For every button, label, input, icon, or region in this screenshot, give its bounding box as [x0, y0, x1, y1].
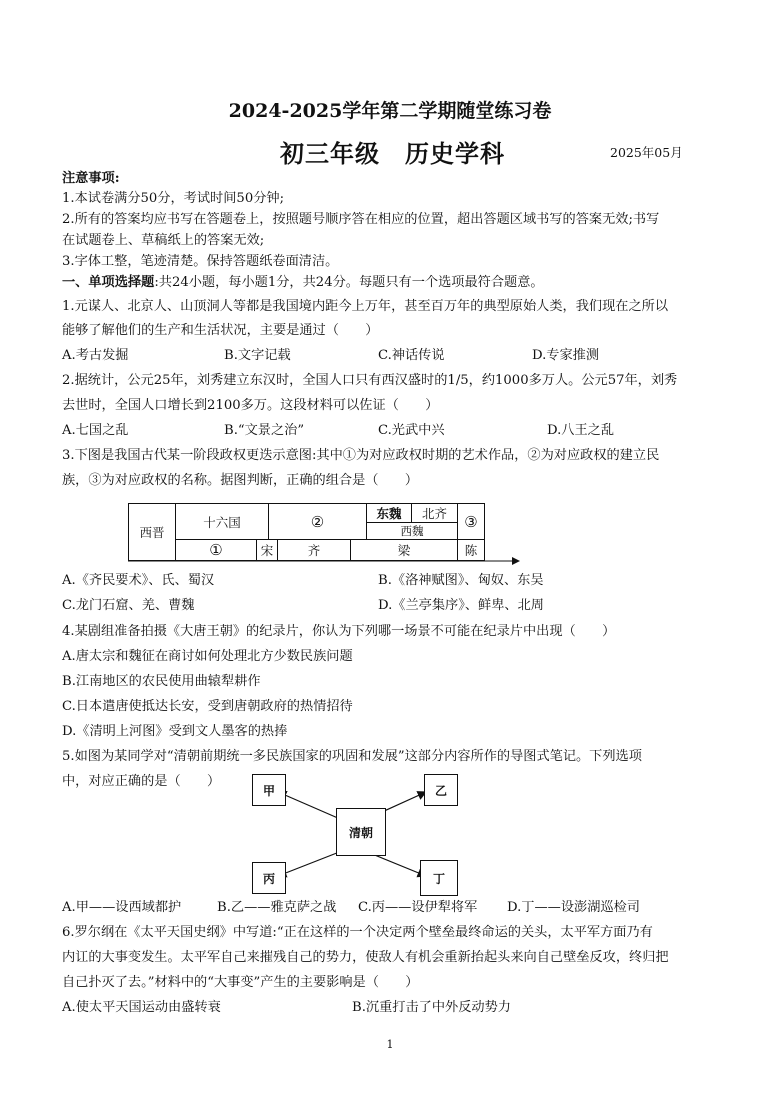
option: C.神话传说: [378, 348, 445, 363]
question-text: 1.元谋人、北京人、山顶洞人等都是我国境内距今上万年，甚至百万年的典型原始人类，我们现在之所以: [62, 299, 669, 314]
question-text: 3.下图是我国古代某一阶段政权更迭示意图:其中①为对应政权时期的艺术作品，②为对应政权的建立民: [62, 448, 660, 463]
qing-mind-map: [240, 770, 470, 900]
section-heading: [62, 274, 544, 292]
option: A.七国之乱: [62, 423, 129, 438]
exam-date: 2025年05月: [610, 145, 683, 160]
option: C.日本遣唐使抵达长安，受到唐朝政府的热情招待: [62, 699, 353, 714]
question-text: 族，③为对应政权的名称。据图判断，正确的组合是（ ）: [62, 473, 419, 488]
option: B.《洛神赋图》、匈奴、东吴: [378, 573, 544, 588]
timeline-dongwei: 东魏: [366, 503, 412, 523]
question-text: 4.某剧组准备拍摄《大唐王朝》的纪录片，你认为下列哪一场景不可能在纪录片中出现（ ）: [62, 624, 616, 639]
option: A.考古发掘: [62, 348, 129, 363]
timeline-chen: 陈: [457, 539, 485, 561]
mind-map-bing: 丙: [252, 862, 286, 894]
question-text: 自己扑灭了去。”材料中的“大事变”产生的主要影响是（ ）: [62, 975, 419, 990]
section-label: 一、单项选择题: [62, 275, 155, 290]
timeline-xijin: 西晋: [128, 503, 176, 561]
option: D.《清明上河图》受到文人墨客的热捧: [62, 724, 288, 739]
timeline-mark-3: ③: [457, 503, 485, 540]
question-text: 2.据统计，公元25年，刘秀建立东汉时，全国人口只有西汉盛时的1/5，约1000多万人。公元57年，刘秀: [62, 373, 678, 388]
page-number: 1: [386, 1038, 394, 1051]
option: B.“文景之治”: [224, 423, 305, 438]
timeline-mark-2: ②: [268, 503, 367, 540]
exam-title: 2024-2025学年第二学期随堂练习卷: [228, 100, 552, 122]
timeline-liang: 梁: [350, 539, 458, 561]
option: B.江南地区的农民使用曲辕犁耕作: [62, 674, 261, 689]
timeline-mark-1: ①: [175, 539, 257, 561]
section-desc: :共24小题，每小题1分，共24分。每题只有一个选项最符合题意。: [154, 275, 544, 290]
notes-heading: 注意事项:: [62, 171, 120, 186]
question-text: 内讧的大事变发生。太平军自己来摧残自己的势力，使敌人有机会重新抬起头来向自己壁垒反攻，终归把: [62, 950, 669, 965]
option: B.文字记载: [224, 348, 291, 363]
option: A.唐太宗和魏征在商讨如何处理北方少数民族问题: [62, 649, 353, 664]
mind-map-jia: 甲: [252, 774, 286, 806]
question-text: 中，对应正确的是（ ）: [62, 774, 221, 789]
timeline-shiliuguo: 十六国: [175, 503, 269, 540]
mind-map-ding: 丁: [420, 860, 458, 896]
note-line: 3.字体工整，笔迹清楚。保持答题纸卷面清洁。: [62, 254, 339, 269]
note-line: 1.本试卷满分50分，考试时间50分钟;: [62, 191, 285, 206]
timeline-song: 宋: [256, 539, 278, 561]
question-text: 6.罗尔纲在《太平天国史纲》中写道:“正在这样的一个决定两个壁垒最终命运的关头，太平军方面乃有: [62, 925, 653, 940]
regime-timeline-diagram: [128, 503, 520, 565]
option: D.《兰亭集序》、鲜卑、北周: [378, 598, 544, 613]
question-text: 能够了解他们的生产和生活状况，主要是通过（ ）: [62, 323, 379, 338]
mind-map-center: 清朝: [336, 808, 386, 856]
question-text: 5.如图为某同学对“清朝前期统一多民族国家的巩固和发展”这部分内容所作的导图式笔记。下列选项: [62, 749, 642, 764]
option: C.龙门石窟、羌、曹魏: [62, 598, 195, 613]
option: D.专家推测: [532, 348, 600, 363]
question-text: 去世时，全国人口增长到2100多万。这段材料可以佐证（ ）: [62, 398, 439, 413]
option: B.乙——雅克萨之战: [217, 900, 337, 915]
note-line: 在试题卷上、草稿纸上的答案无效;: [62, 233, 265, 248]
option: A.甲——设西域都护: [62, 900, 182, 915]
option: B.沉重打击了中外反动势力: [352, 1000, 511, 1015]
timeline-qi: 齐: [277, 539, 351, 561]
timeline-xiwei: 西魏: [366, 522, 458, 540]
exam-subtitle: 初三年级 历史学科: [280, 139, 505, 168]
option: D.丁——设澎湖巡检司: [507, 900, 640, 915]
timeline-arrow: [128, 557, 520, 567]
option: C.光武中兴: [378, 423, 445, 438]
option: C.丙——设伊犁将军: [358, 900, 478, 915]
option: D.八王之乱: [547, 423, 615, 438]
note-line: 2.所有的答案均应书写在答题卷上，按照题号顺序答在相应的位置，超出答题区域书写的答案无效;书写: [62, 212, 660, 227]
option: A.《齐民要术》、氏、蜀汉: [62, 573, 215, 588]
option: A.使太平天国运动由盛转衰: [62, 1000, 221, 1015]
timeline-beiqi: 北齐: [411, 503, 458, 523]
mind-map-yi: 乙: [424, 774, 458, 806]
